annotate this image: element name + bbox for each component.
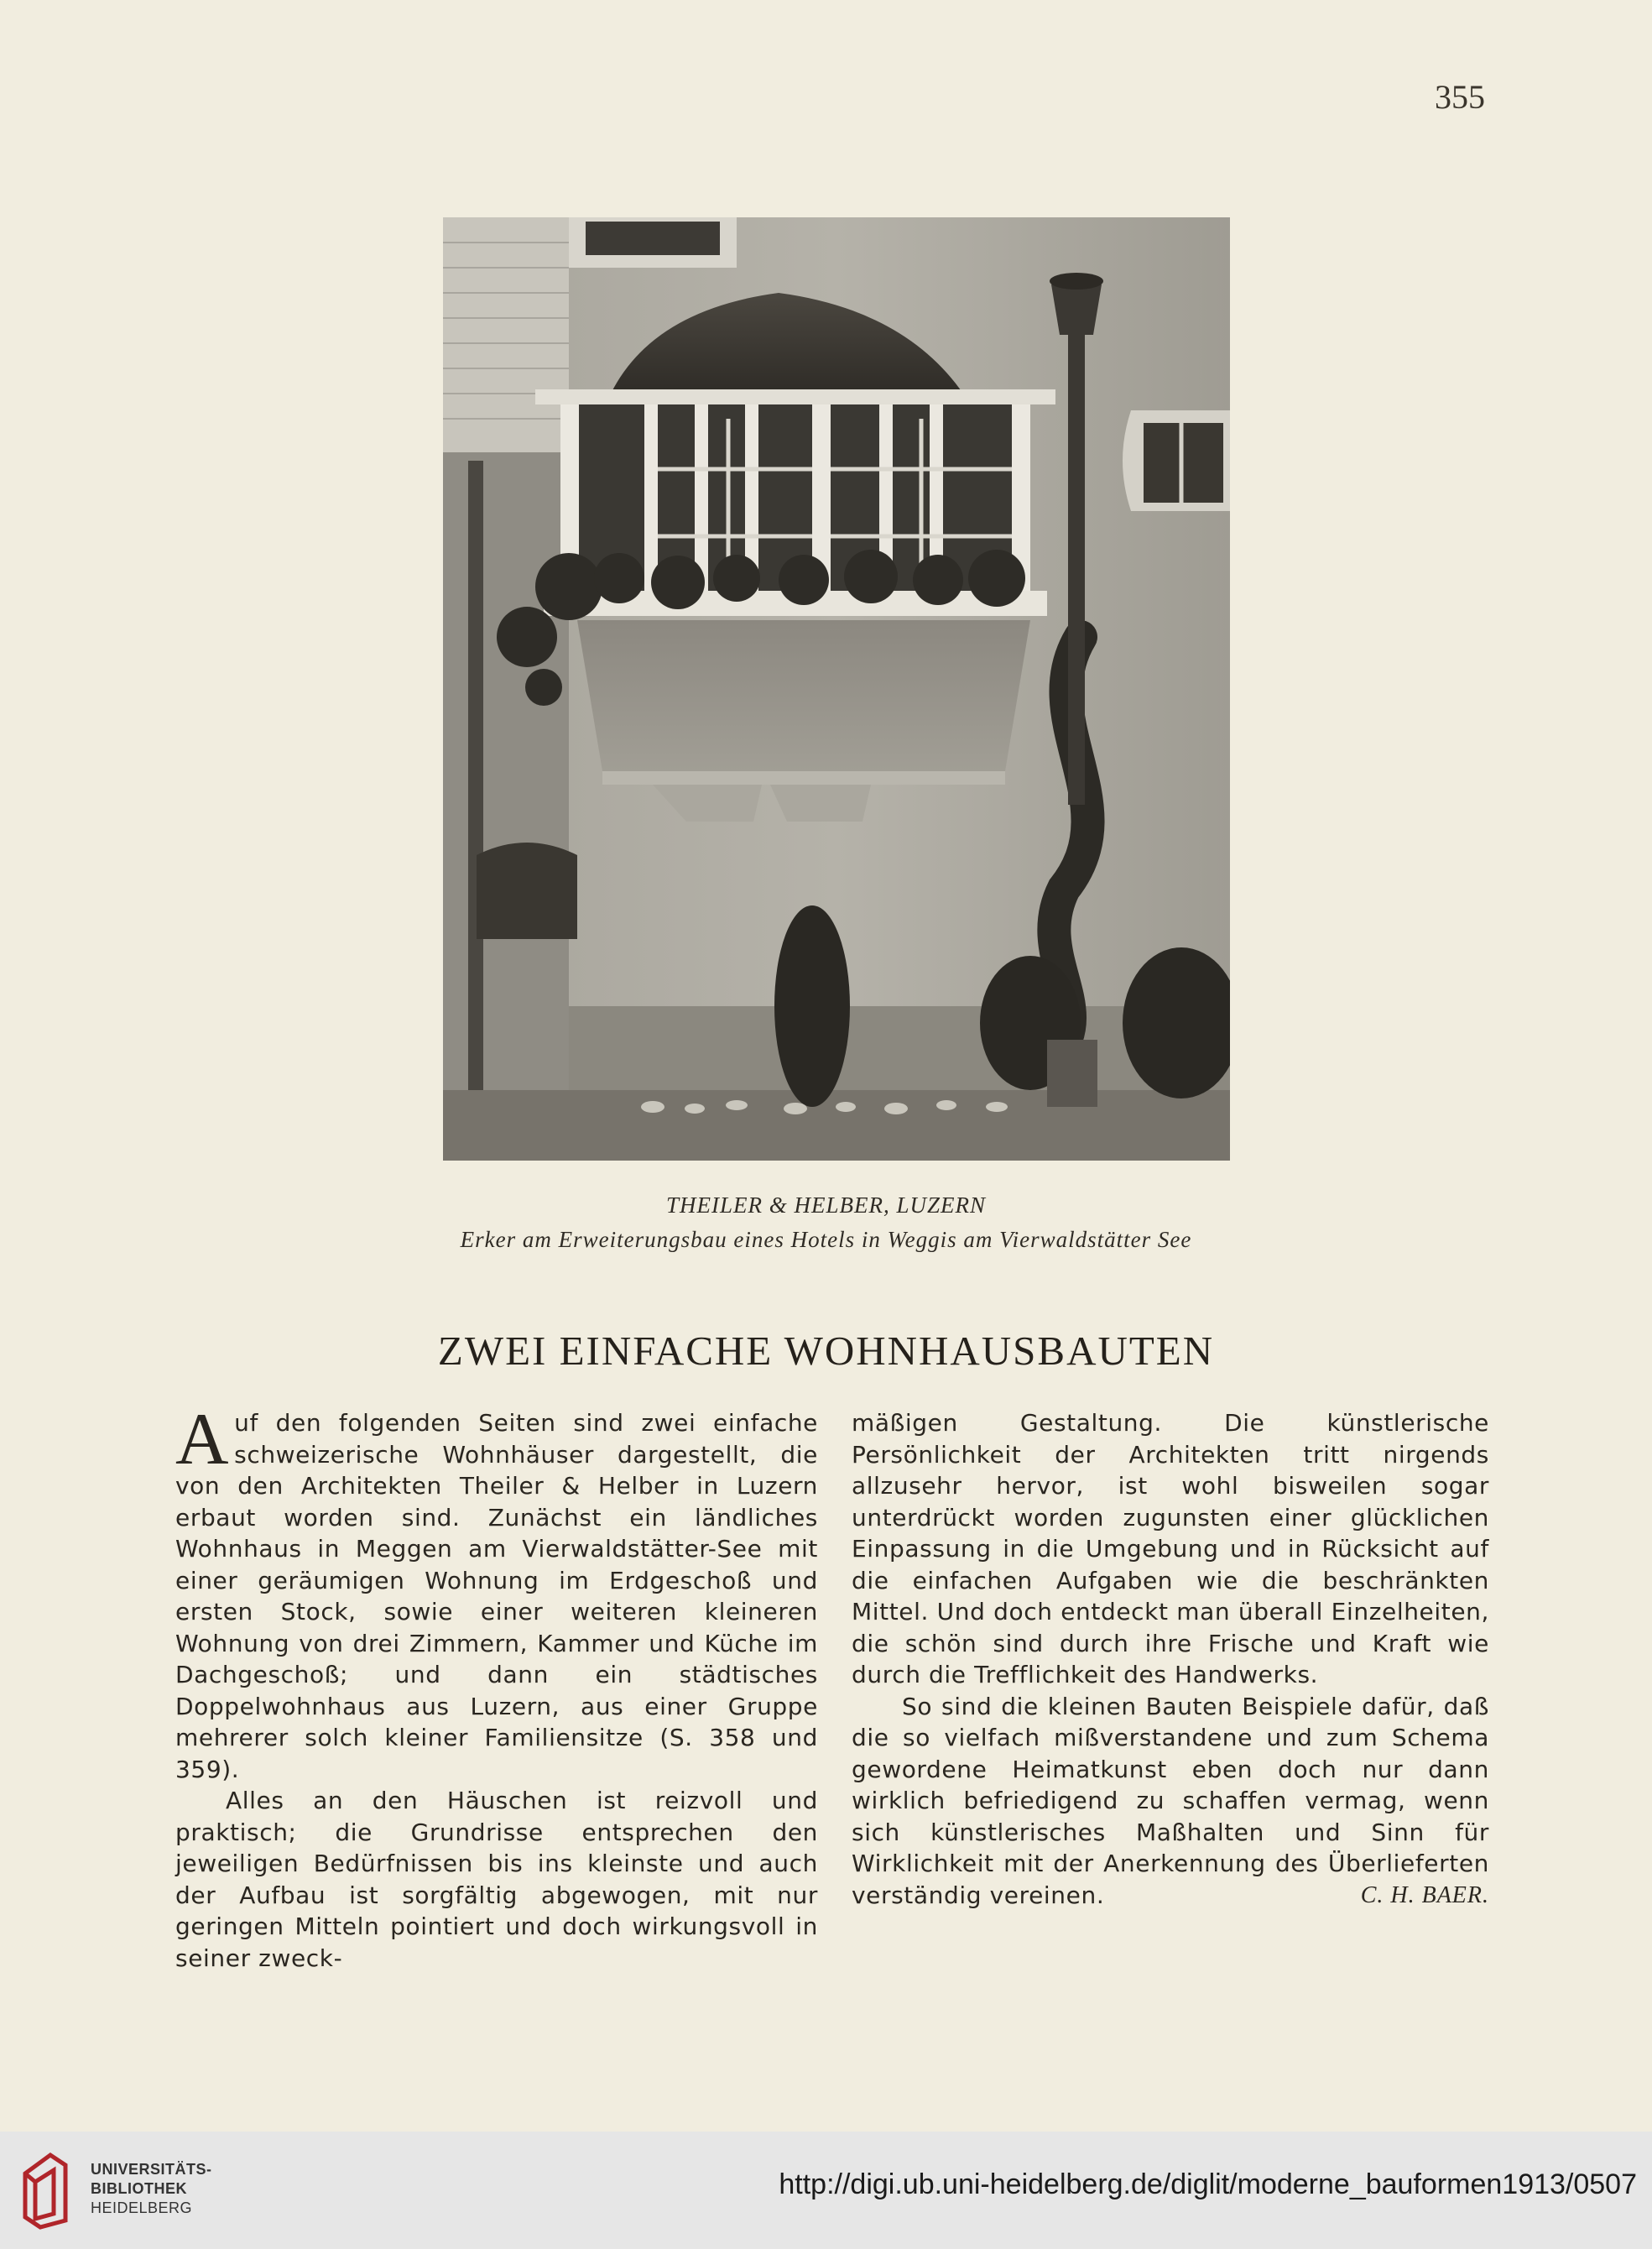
logo-line-2: BIBLIOTHEK xyxy=(91,2180,187,2197)
article-title: ZWEI EINFACHE WOHNHAUSBAUTEN xyxy=(437,1328,1215,1374)
article-column-right xyxy=(852,1407,1489,1911)
figure-caption-credit: THEILER & HELBER, LUZERN xyxy=(665,1192,986,1218)
paragraph-1 xyxy=(175,1399,818,1785)
figure-caption-description: Erker am Erweiterungsbau eines Hotels in Weggis am Vierwaldstätter See xyxy=(460,1227,1192,1252)
author-signature: C. H. BAER. xyxy=(1360,1881,1489,1908)
dropcap: A xyxy=(175,1399,230,1480)
paragraph-4 xyxy=(852,1691,1489,1912)
footer-bar xyxy=(0,2132,1652,2249)
paragraph-1-text: uf den folgenden Seiten sind zwei einfache schweizerische Wohnhäuser dargestellt, die von den Architekten Theiler & Helber in Luzern erbaut worden sind. Zunächst ein ländliches Wohnhaus in Meggen am Vierwaldstätter-See mit einer geräumigen Wohnung im Erdgeschoß und ersten Stock, sowie einer weiteren kleineren Wohnung von drei Zimmern, Kammer und Küche im Dachgeschoß; und dann ein städtisches Doppelwohnhaus aus Luzern, aus einer Gruppe mehrerer solch kleiner Familiensitze (S. 358 und 359). xyxy=(175,1409,818,1783)
source-url-link[interactable]: http://digi.ub.uni-heidelberg.de/diglit/moderne_bauformen1913/0507 xyxy=(779,2168,1637,2200)
article-column-left xyxy=(175,1399,818,1974)
library-logo-icon xyxy=(17,2148,72,2231)
oriel-window-photograph xyxy=(443,217,1230,1161)
paragraph-3: mäßigen Gestaltung. Die künstlerische Persönlichkeit der Architekten tritt nirgends allzusehr hervor, ist wohl bisweilen sogar unterdrückt worden zugunsten einer glücklichen Einpassung in die Umgebung und in Rücksicht auf die einfachen Aufgaben wie die beschränkten Mittel. Und doch entdeckt man überall Einzelheiten, die schön sind durch ihre Frische und Kraft wie durch die Trefflichkeit des Handwerks. xyxy=(852,1409,1489,1688)
paragraph-2: Alles an den Häuschen ist reizvoll und praktisch; die Grundrisse entsprechen den jeweiligen Bedürfnissen bis ins kleinste und auch der Aufbau ist sorgfältig abgewogen, mit nur geringen Mitteln pointiert und doch wirkungsvoll in seiner zweck- xyxy=(175,1787,818,1972)
logo-line-1: UNIVERSITÄTS- xyxy=(91,2161,212,2178)
paragraph-4-text: So sind die kleinen Bauten Beispiele dafür, daß die so vielfach mißverstandene und zum Schema gewordene Heimatkunst eben doch nur dann wirklich befriedigend zu schaffen vermag, wenn sich künstlerisches Maßhalten und Sinn für Wirklichkeit mit der Anerkennung des Überlieferten verständig vereinen. xyxy=(852,1692,1489,1909)
logo-line-3: HEIDELBERG xyxy=(91,2199,193,2216)
library-logo-text xyxy=(91,2160,212,2218)
page-number: 355 xyxy=(1435,78,1485,116)
